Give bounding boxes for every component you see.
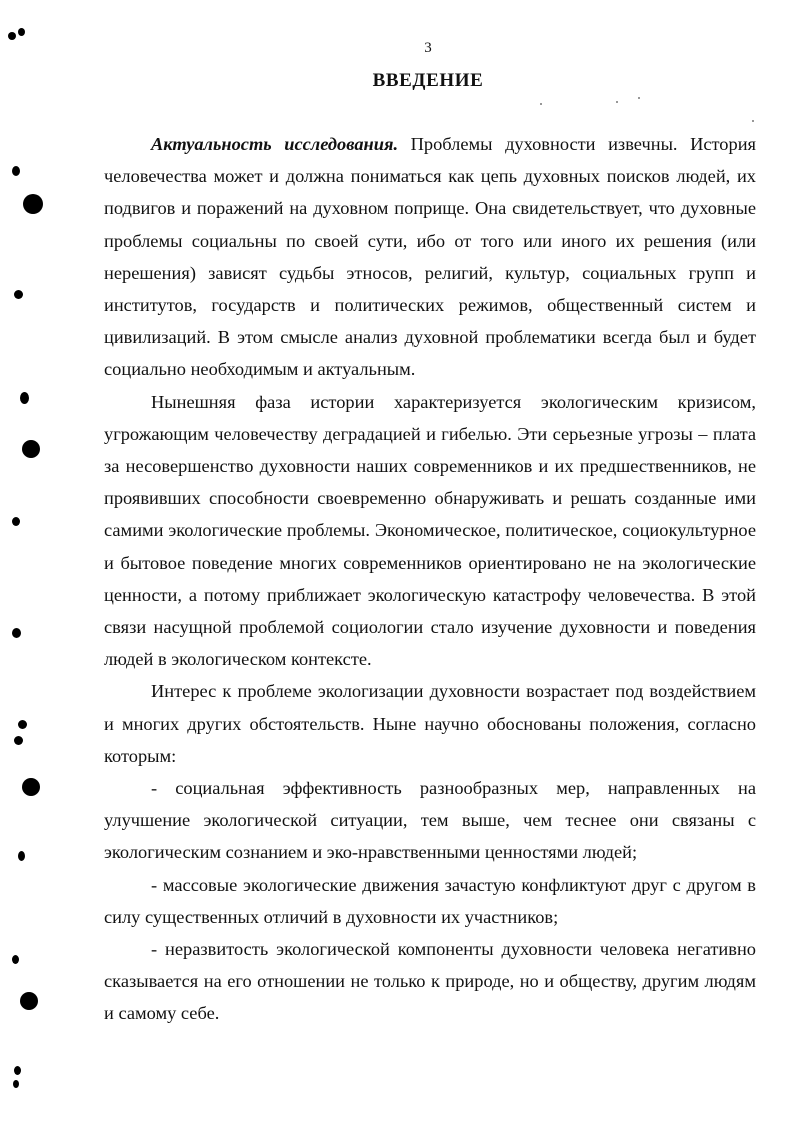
paragraph-interest: Интерес к проблеме экологизации духовности возрастает под воздействием и многих других обстоятельств. Ныне научно обоснованы положения, согласно которым: (104, 681, 756, 766)
binding-hole-mark (13, 1080, 19, 1088)
binding-hole-mark (22, 440, 40, 458)
paragraph-ecological-crisis: Нынешняя фаза истории характеризуется экологическим кризисом, угрожающим человечеству деградацией и гибелью. Эти серьезные угрозы – плата за несовершенство духовности наших современников и их предшественников, не проявивших способности своевременно обнаруживать и решать созданные ими самими экологические проблемы. Экономическое, политическое, социокультурное и бытовое поведение многих современников ориентировано не на экологические ценности, а потому приближает экологическую катастрофу человечества. В этой связи насущной проблемой социологии стало изучение духовности и поведения людей в экологическом контексте. (104, 391, 756, 670)
scan-speck (638, 97, 640, 99)
binding-hole-mark (14, 1066, 21, 1075)
page-number: 3 (424, 40, 432, 56)
list-item: - массовые экологические движения зачастую конфликтуют друг с другом в силу существенных отличий в духовности их участников; (104, 874, 756, 927)
binding-hole-mark (22, 778, 40, 796)
binding-hole-mark (18, 720, 27, 729)
list-item: - неразвитость экологической компоненты духовности человека негативно сказывается на его отношении не только к природе, но и обществу, другим людям и самому себе. (104, 939, 756, 1024)
binding-hole-mark (12, 955, 19, 964)
body-text (104, 128, 756, 1030)
binding-hole-mark (20, 992, 38, 1010)
binding-hole-mark (20, 392, 29, 404)
binding-hole-mark (12, 166, 20, 176)
binding-hole-mark (12, 628, 21, 638)
binding-hole-mark (18, 851, 25, 861)
scan-speck (540, 103, 542, 105)
binding-hole-mark (12, 517, 20, 526)
page-title: ВВЕДЕНИЕ (372, 70, 484, 91)
binding-hole-mark (14, 736, 23, 745)
list-item: - социальная эффективность разнообразных мер, направленных на улучшение экологической ситуации, тем выше, чем теснее они связаны с экологическим сознанием и эко-нравственными ценностями людей; (104, 778, 756, 863)
scan-speck (752, 120, 754, 122)
binding-hole-mark (14, 290, 23, 299)
section-lead: Актуальность исследования. (151, 134, 399, 154)
scan-speck (616, 101, 618, 103)
binding-hole-mark (18, 28, 25, 36)
binding-hole-mark (8, 32, 16, 40)
paragraph-relevance (104, 128, 756, 386)
paragraph-text: Проблемы духовности извечны. История человечества может и должна пониматься как цепь духовных поисков людей, их подвигов и поражений на духовном поприще. Она свидетельствует, что духовные проблемы социальны по своей сути, ибо от того или иного их решения (или нерешения) зависят судьбы этносов, религий, культур, социальных групп и институтов, государств и политических режимов, общественный систем и цивилизаций. В этом смысле анализ духовной проблематики всегда был и будет социально необходимым и актуальным. (104, 134, 757, 380)
binding-hole-mark (23, 194, 43, 214)
